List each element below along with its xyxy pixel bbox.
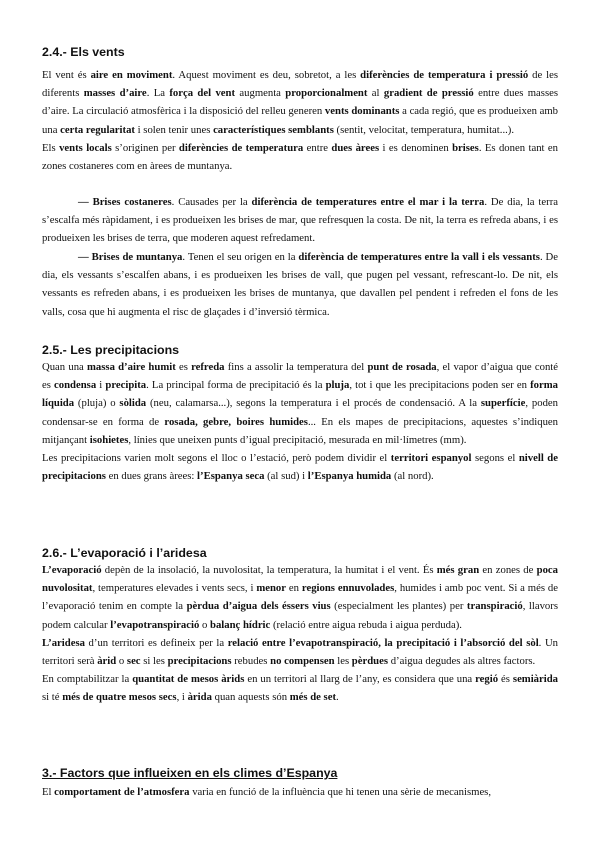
bullet-brises-muntanya: — Brises de muntanya. Tenen el seu origen en la diferència de temperatures entre la vall i els vessants. De dia, els vessants s’escalfen abans, i es produeixen les brises de vall, que pugen pel vessant, refrescant-lo. De nit, els vessants es refreden abans, i es produeixen les brises de muntanya, que davallen pel pendent i refreden el fons de les valls, cosa que hi augmenta el risc de glaçades i d’inversió tèrmica. bbox=[42, 251, 559, 318]
section-heading-precipitacions: 2.5.- Les precipitacions bbox=[42, 343, 180, 357]
paragraph: En comptabilitzar la quantitat de mesos àrids en un territori al llarg de l’any, es considera que una regió és semiàrida si té més de quatre mesos secs, i àrida quan aquests són més de set. bbox=[42, 673, 559, 704]
vents-text bbox=[42, 66, 558, 175]
paragraph: Els vents locals s’originen per diferències de temperatura entre dues àrees i es denominen brises. Es donen tant en zones costaneres com en àrees de muntanya. bbox=[42, 141, 558, 173]
factors-text bbox=[42, 783, 558, 801]
bullet-brises-costaneres: — Brises costaneres. Causades per la diferència de temperatures entre el mar i la terra. De dia, la terra s’escalfa més ràpidament, i es produeixen les brises de mar, que refresquen la costa. De nit, la terra es refreda abans, i es produeixen les brises de terra, que moderen aquest refredament. bbox=[42, 196, 558, 245]
section-heading-vents: 2.4.- Els vents bbox=[42, 45, 125, 59]
paragraph: El comportament de l’atmosfera varia en funció de la influència que hi tenen una sèrie de mecanismes, bbox=[42, 786, 492, 798]
paragraph: L’evaporació depèn de la insolació, la nuvolositat, la temperatura, la humitat i el vent. És més gran en zones de poca nuvolositat, temperatures elevades i vents secs, i menor en regions ennuvolades, humides i amb poc vent. Si a més de l’evaporació tenim en compte la pèrdua d’aigua dels éssers vius (especialment les plantes) per transpiració, llavors podem calcular l’evapotranspiració o balanç hídric (relació entre aigua rebuda i aigua perduda). bbox=[42, 564, 559, 631]
section-heading-factors: 3.- Factors que influeixen en els climes d’Espanya bbox=[42, 766, 338, 780]
paragraph: El vent és aire en moviment. Aquest moviment es deu, sobretot, a les diferències de temperatura i pressió de les diferents masses d’aire. La força del vent augmenta proporcionalment al gradient de pressió entre dues masses d’aire. La circulació atmosfèrica i la disposició del relleu generen vents dominants a cada regió, que es produeixen amb una certa regularitat i solen tenir unes característiques semblants (sentit, velocitat, temperatura, humitat...). bbox=[42, 69, 559, 136]
evaporacio-text bbox=[42, 561, 558, 707]
section-heading-evaporacio: 2.6.- L’evaporació i l’aridesa bbox=[42, 546, 207, 560]
paragraph: L’aridesa d’un territori es defineix per la relació entre l’evapotranspiració, la precipitació i l’absorció del sòl. Un territori serà àrid o sec si les precipitacions rebudes no compensen les pèrdues d’aigua degudes als altres factors. bbox=[42, 636, 559, 668]
paragraph: Les precipitacions varien molt segons el lloc o l’estació, però podem dividir el territori espanyol segons el nivell de precipitacions en dues grans àrees: l’Espanya seca (al sud) i l’Espanya humida (al nord). bbox=[42, 452, 558, 483]
paragraph: Quan una massa d’aire humit es refreda fins a assolir la temperatura del punt de rosada, el vapor d’aigua que conté es condensa i precipita. La principal forma de precipitació és la pluja, tot i que les precipitacions poden ser en forma líquida (pluja) o sòlida (neu, calamarsa...), segons la temperatura i el procés de condensació. A la superfície, poden condensar-se en forma de rosada, gebre, boires humides... En els mapes de precipitacions, aquestes s’indiquen mitjançant isohietes, línies que uneixen punts d’igual precipitació, mesurada en mil·límetres (mm). bbox=[42, 361, 559, 446]
precipitacions-text bbox=[42, 358, 558, 485]
